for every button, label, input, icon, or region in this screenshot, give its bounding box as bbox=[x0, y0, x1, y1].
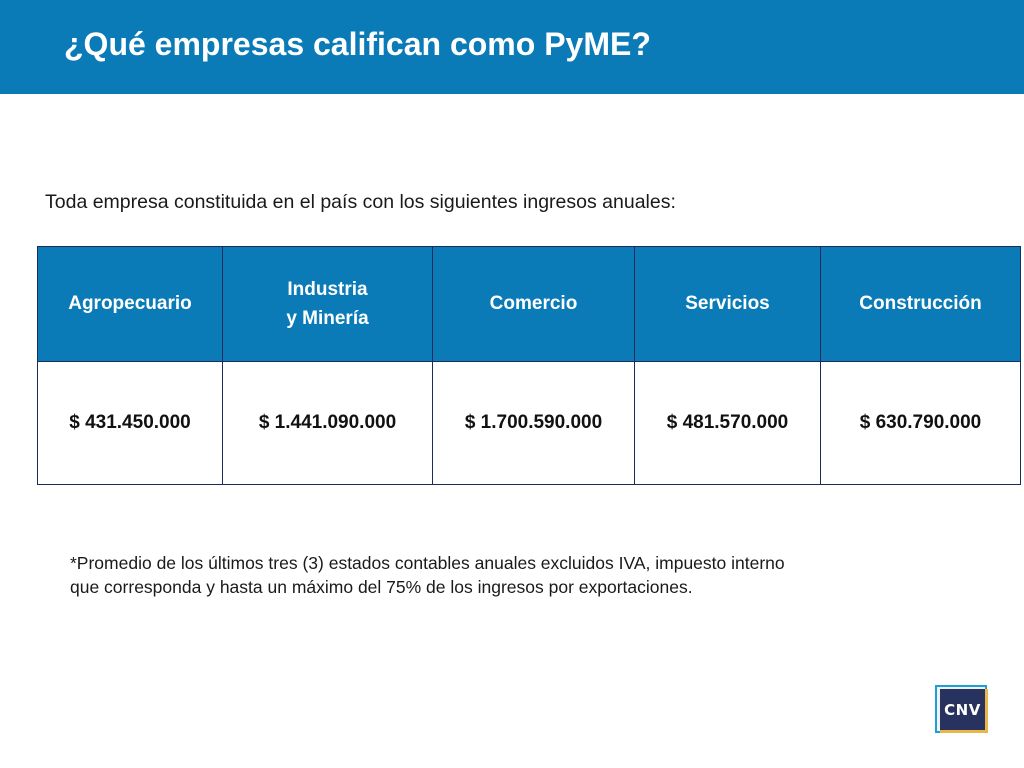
column-header-label: Servicios bbox=[685, 293, 770, 315]
value-cell-servicios: $ 481.570.000 bbox=[635, 362, 821, 485]
intro-text: Toda empresa constituida en el país con los siguientes ingresos anuales: bbox=[45, 191, 676, 213]
value-cell-comercio: $ 1.700.590.000 bbox=[433, 362, 635, 485]
column-header-industria-mineria bbox=[223, 247, 433, 362]
table-header-row bbox=[38, 247, 1021, 362]
table-row bbox=[38, 362, 1021, 485]
column-header-label: Construcción bbox=[859, 293, 982, 315]
value-cell-construccion: $ 630.790.000 bbox=[821, 362, 1021, 485]
value-cell-industria-mineria: $ 1.441.090.000 bbox=[223, 362, 433, 485]
column-header-servicios bbox=[635, 247, 821, 362]
logo-box bbox=[940, 689, 988, 733]
column-header-label: Industria y Minería bbox=[286, 278, 369, 329]
cnv-logo bbox=[935, 685, 991, 737]
logo-text: CNV bbox=[944, 700, 981, 719]
column-header-agropecuario bbox=[38, 247, 223, 362]
column-header-construccion bbox=[821, 247, 1021, 362]
footnote: *Promedio de los últimos tres (3) estados contables anuales excluidos IVA, impuesto interno que corresponda y hasta un máximo del 75% de los ingresos por exportaciones. bbox=[70, 553, 785, 597]
column-header-comercio bbox=[433, 247, 635, 362]
value-cell-agropecuario: $ 431.450.000 bbox=[38, 362, 223, 485]
page-title: ¿Qué empresas califican como PyME? bbox=[64, 26, 651, 62]
header-bar bbox=[0, 0, 1024, 94]
column-header-label: Comercio bbox=[489, 293, 578, 315]
revenue-table bbox=[37, 246, 1021, 485]
column-header-label: Agropecuario bbox=[68, 293, 192, 315]
